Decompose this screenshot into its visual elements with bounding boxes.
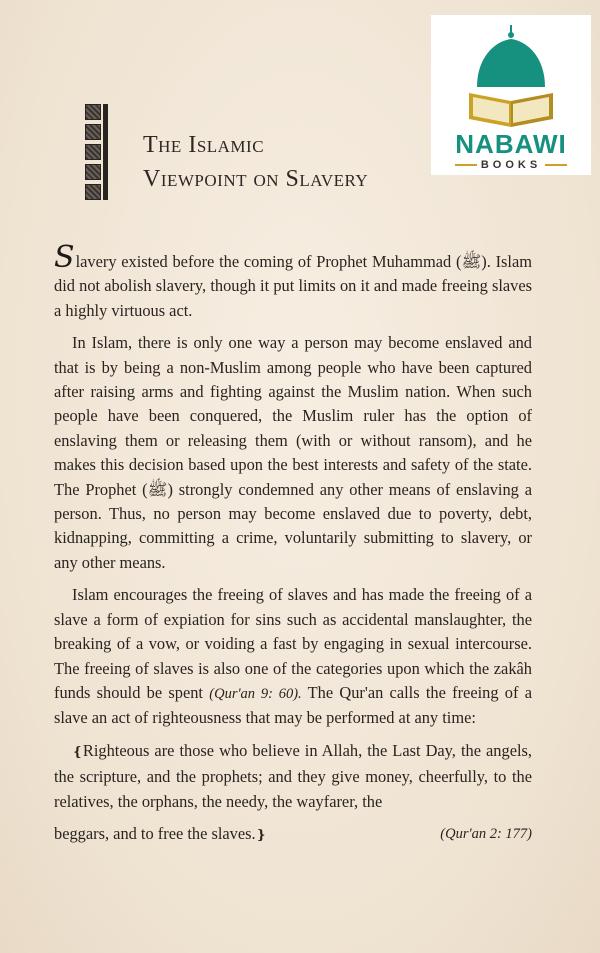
mosque-book-icon — [465, 23, 557, 127]
logo-name: NABAWI — [455, 129, 567, 159]
paragraph-1 — [54, 240, 533, 323]
paragraph-1-rest: Islam did not abolish slavery, though it put limits on it and made freeing slaves a highly virtuous act. — [54, 252, 533, 320]
paragraph-1-line1: lavery existed before the coming of Prophet Muhammad (ﷺ). — [75, 252, 491, 271]
chapter-title-line1: The Islamic — [143, 132, 265, 158]
quote-close-bracket: ❵ — [255, 827, 267, 843]
publisher-logo — [431, 15, 591, 175]
paragraph-3 — [54, 583, 532, 730]
chapter-ornament — [85, 104, 113, 200]
citation-quran-9-60: (Qur'an 9: 60). — [209, 685, 302, 702]
quote-last-line — [54, 822, 532, 848]
paragraph-3-text-end: The Qur'an calls the freeing of a slave an act of righteousness that may be performed at any time: — [54, 682, 532, 728]
drop-cap: S — [54, 240, 75, 275]
quran-quote — [54, 739, 532, 814]
quote-text: Righteous are those who believe in Allah, the Last Day, the angels, the scripture, and the prophets; and they give money, cheerfully, to the relatives, the orphans, the needy, the wayfarer, the — [54, 740, 532, 811]
chapter-title — [143, 128, 368, 196]
chapter-title-line2: Viewpoint on Slavery — [143, 166, 369, 192]
paragraph-3-text: Islam encourages the freeing of slaves and has made the freeing of a slave a form of expiation for sins such as accidental manslaughter, the breaking of a vow, or voiding a fast by engaging in sexual intercourse. The freeing of slaves is also one of the categories upon which the zakâh funds should be spent — [54, 585, 532, 702]
body-text — [54, 240, 533, 848]
paragraph-2: In Islam, there is only one way a person may become enslaved and that is by being a non-Muslim among people who have been captured after raising arms and fighting against the Muslim nation. When such people have been conquered, the Muslim ruler has the option of enslaving them or releasing them (with or without ransom), and he makes this decision based upon the best interests and safety of the state. The Prophet (ﷺ) strongly condemned any other means of enslaving a person. Thus, no person may become enslaved due to poverty, debt, kidnapping, committing a crime, voluntarily submitting to slavery, or any other means. — [54, 333, 532, 572]
quote-text-end: beggars, and to free the slaves. — [54, 823, 256, 843]
logo-subtitle: BOOKS — [431, 159, 591, 171]
quote-open-bracket: ❴ — [72, 744, 83, 760]
citation-quran-2-177: (Qur'an 2: 177) — [440, 825, 532, 842]
